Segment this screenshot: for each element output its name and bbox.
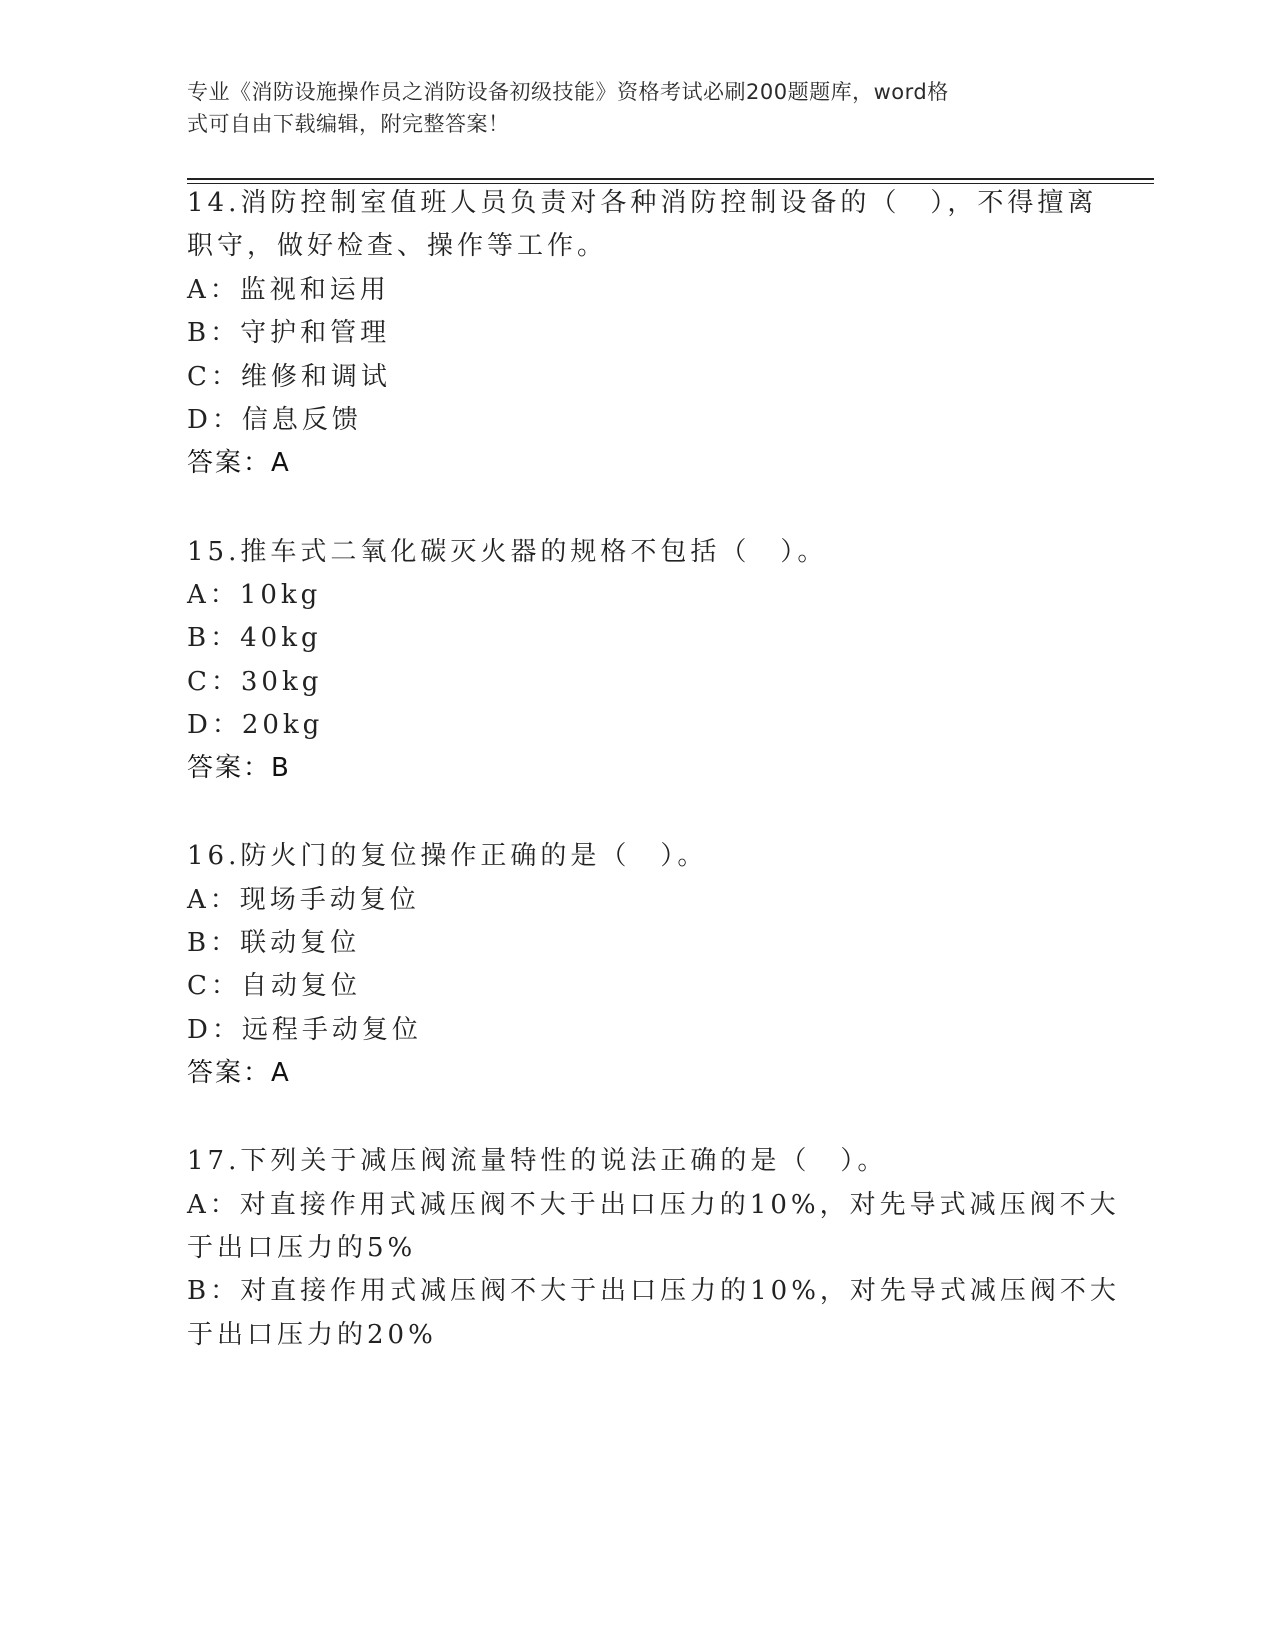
- question-14-option-d: D：信息反馈: [187, 405, 362, 435]
- question-15-option-c: C：30kg: [187, 667, 323, 697]
- question-14-option-b: B：守护和管理: [187, 318, 391, 348]
- question-17-option-b-line-1: B：对直接作用式减压阀不大于出口压力的10%，对先导式减压阀不大: [187, 1276, 1120, 1306]
- question-16-stem: 16.防火门的复位操作正确的是（ ）。: [187, 841, 708, 871]
- question-14-stem-line-1: 14.消防控制室值班人员负责对各种消防控制设备的（ ），不得擅离: [187, 188, 1098, 218]
- question-14-stem-line-2: 职守，做好检查、操作等工作。: [187, 231, 608, 261]
- header-divider-thin: [187, 183, 1154, 184]
- question-14-option-a: A：监视和运用: [187, 275, 390, 305]
- header-divider-thick: [187, 178, 1154, 180]
- question-16-option-d: D：远程手动复位: [187, 1015, 422, 1045]
- question-16-option-b: B：联动复位: [187, 928, 361, 958]
- question-16-option-c: C：自动复位: [187, 971, 361, 1001]
- question-17-stem: 17.下列关于减压阀流量特性的说法正确的是（ ）。: [187, 1146, 888, 1176]
- document-header: [187, 76, 1067, 140]
- question-15-option-a: A：10kg: [187, 580, 322, 610]
- question-16-option-a: A：现场手动复位: [187, 885, 420, 915]
- question-17-option-b-line-2: 于出口压力的20%: [187, 1320, 437, 1350]
- question-17-option-a-line-2: 于出口压力的5%: [187, 1233, 417, 1263]
- question-15-stem: 15.推车式二氧化碳灭火器的规格不包括（ ）。: [187, 537, 828, 567]
- header-line-1: 专业《消防设施操作员之消防设备初级技能》资格考试必刷200题题库，word格: [187, 80, 949, 104]
- question-15-answer: 答案：B: [187, 753, 291, 783]
- question-14-answer: 答案：A: [187, 448, 291, 478]
- question-16-answer: 答案：A: [187, 1058, 291, 1088]
- question-15-option-b: B：40kg: [187, 623, 322, 653]
- question-17-option-a-line-1: A：对直接作用式减压阀不大于出口压力的10%，对先导式减压阀不大: [187, 1190, 1120, 1220]
- question-15-option-d: D：20kg: [187, 710, 324, 740]
- header-line-2: 式可自由下载编辑，附完整答案！: [187, 112, 510, 136]
- question-14-option-c: C：维修和调试: [187, 362, 391, 392]
